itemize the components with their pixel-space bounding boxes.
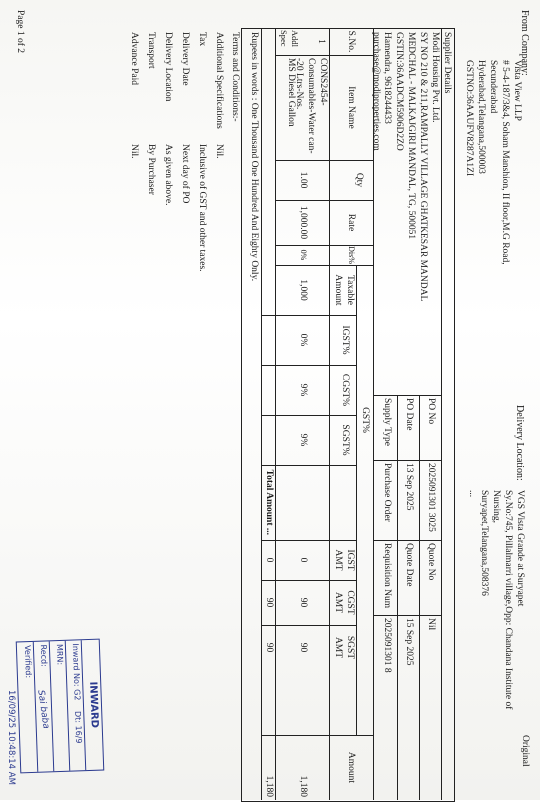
total-igst: 0 [264,557,274,563]
total-cgst: 90 [264,597,274,608]
term-value: Next day of PO [180,144,190,204]
total-sgst: 90 [264,642,274,653]
term-row [156,32,173,352]
delivery-line: Sy.No:745, Pillalmarri village,Opp: Chandana Institute of [503,490,514,710]
amount-in-words: Rupees in words : One Thousand One Hundred And Eighty Only. [249,32,259,282]
po-date-value: 13 Sep 2025 [404,463,414,511]
term-label: Delivery Location [163,32,173,102]
col-rate-header: Rate [346,213,356,232]
term-value: Inclusive of GST and other taxes. [197,144,207,272]
stamp-title: INWARD [81,640,103,771]
requisition-num-value: 2025091301 8 [382,618,392,673]
term-label: Additional Specifications [214,32,224,129]
from-line: Secunderabad [488,60,499,114]
quote-no-value: Nil [426,618,436,631]
row-cgst-amt: 90 [298,597,308,608]
supplier-line: purchase@modiproperties.com [370,32,381,151]
supplier-address [369,32,440,382]
from-company-label: From Company: [519,10,530,76]
row-sno: 1 [316,39,326,44]
delivery-line: Suryapet,Telangana,508376 [479,490,490,596]
stamp-mrn: MRN: [49,641,70,771]
term-row [139,32,156,352]
term-label: Advance Paid [129,32,139,86]
supplier-line: GSTIN:36AADCM5906D2ZO [394,32,405,151]
row-item-name: CONS2454-Consumables-Water can--20 Ltrs-Nos. [294,58,328,154]
row-addl-spec: MS Diesel Gallon [286,58,296,127]
row-igst-amt: 0 [298,557,308,563]
supplier-line: Hamendra, 9618244433 [382,32,393,124]
po-date-label: PO Date [404,398,414,431]
supplier-line: MEDCHAL - MALKAJGIRI MANDAL, TG, 500051 [406,32,417,240]
row-qty: 1.00 [298,171,308,189]
col-sgst-amt-header: SGST AMT [333,635,355,660]
term-row [173,32,190,352]
row-cgst: 9% [298,383,308,397]
delivery-line: Nursing, [491,490,502,523]
stamp-received: Recd: [33,641,54,771]
row-addl-spec-label: Addl Spec [279,30,300,47]
supplier-line: Modi Housing Pvt. Ltd. [430,32,440,123]
col-sgst-header: SGST% [340,424,350,456]
terms-list [122,32,224,352]
requisition-num-label: Requisition Num [382,543,392,609]
quote-no-label: Quote No [426,543,436,581]
stamp-timestamp: 16/09/25 10:48:14 AM [6,690,16,785]
delivery-line: ... [467,490,478,498]
row-amount: 1,180 [298,775,308,797]
supply-type-label: Supply Type [382,398,392,446]
supply-type-value: Purchase Order [382,463,392,522]
quote-date-value: 15 Sep 2025 [404,618,414,666]
row-igst: 0% [298,333,308,347]
row-disc: 0% [299,249,308,261]
stamp-inward-no-text: Inward No: G2 [71,643,83,701]
col-cgst-header: CGST% [340,373,350,407]
total-label: Total Amount ... [264,469,274,535]
term-label: Transport [146,32,156,69]
terms-heading: Terms and Conditions:- [230,32,240,122]
quote-date-label: Quote Date [404,543,414,587]
col-igst-header: IGST% [340,325,350,355]
term-label: Delivery Date [180,32,190,86]
po-no-value: 2025091301 3025 [426,463,436,532]
term-row [207,32,224,352]
term-label: Tax [197,32,207,47]
from-line: Hyderabad,Telangana,500003 [476,60,487,174]
col-igst-amt-header: IGST AMT [333,549,355,571]
supplier-line: SY NO 210 & 211,RAMPALLY VILLAGE GHATKESAR MANDAL [418,32,429,302]
term-value: Nil. [129,144,139,159]
col-gst-header: GST% [360,407,370,433]
from-line: GSTNO:36AAUFV8287A1ZI [464,60,475,177]
page-number: Page 1 of 2 [15,10,25,54]
col-qty-header: Qty [354,172,364,188]
col-sno-header: S.No. [346,30,356,53]
term-row [190,32,207,352]
inward-stamp [16,639,105,774]
from-line: Vista View LLP [512,60,522,121]
row-sgst-amt: 90 [298,642,308,653]
col-taxable-header: Taxable Amount [333,274,355,306]
supplier-details-label: Supplier Details [442,32,452,94]
term-value: Nil. [214,144,224,159]
delivery-location-address [466,490,525,740]
col-disc-header: Dis% [347,246,356,264]
delivery-line: VGS Vista Grande at Suryapet [515,490,525,607]
total-amount: 1,180 [264,775,274,797]
delivery-location-label: Delivery Location: [514,405,525,481]
original-label: Original [520,735,530,767]
stamp-inward-date: Dt: 16/9 [73,710,84,744]
signature: Sai baba [35,689,51,730]
col-item-header: Item Name [346,86,356,129]
from-company-address [463,60,522,400]
row-sgst: 9% [298,433,308,447]
term-row [122,32,139,352]
col-amount-header: Amount [346,751,356,784]
stamp-verified: Verified: [23,644,34,679]
po-no-label: PO No [426,398,436,425]
col-cgst-amt-header: CGST AMT [333,590,355,615]
row-rate: 1,000.00 [298,205,308,240]
row-taxable: 1,000 [298,279,308,301]
from-line: # 5-4-187/3&4, Soham Manshion, II floor,M.G Road, [500,60,511,265]
term-value: As given above. [163,144,173,206]
term-value: By Purchaser [146,144,156,195]
